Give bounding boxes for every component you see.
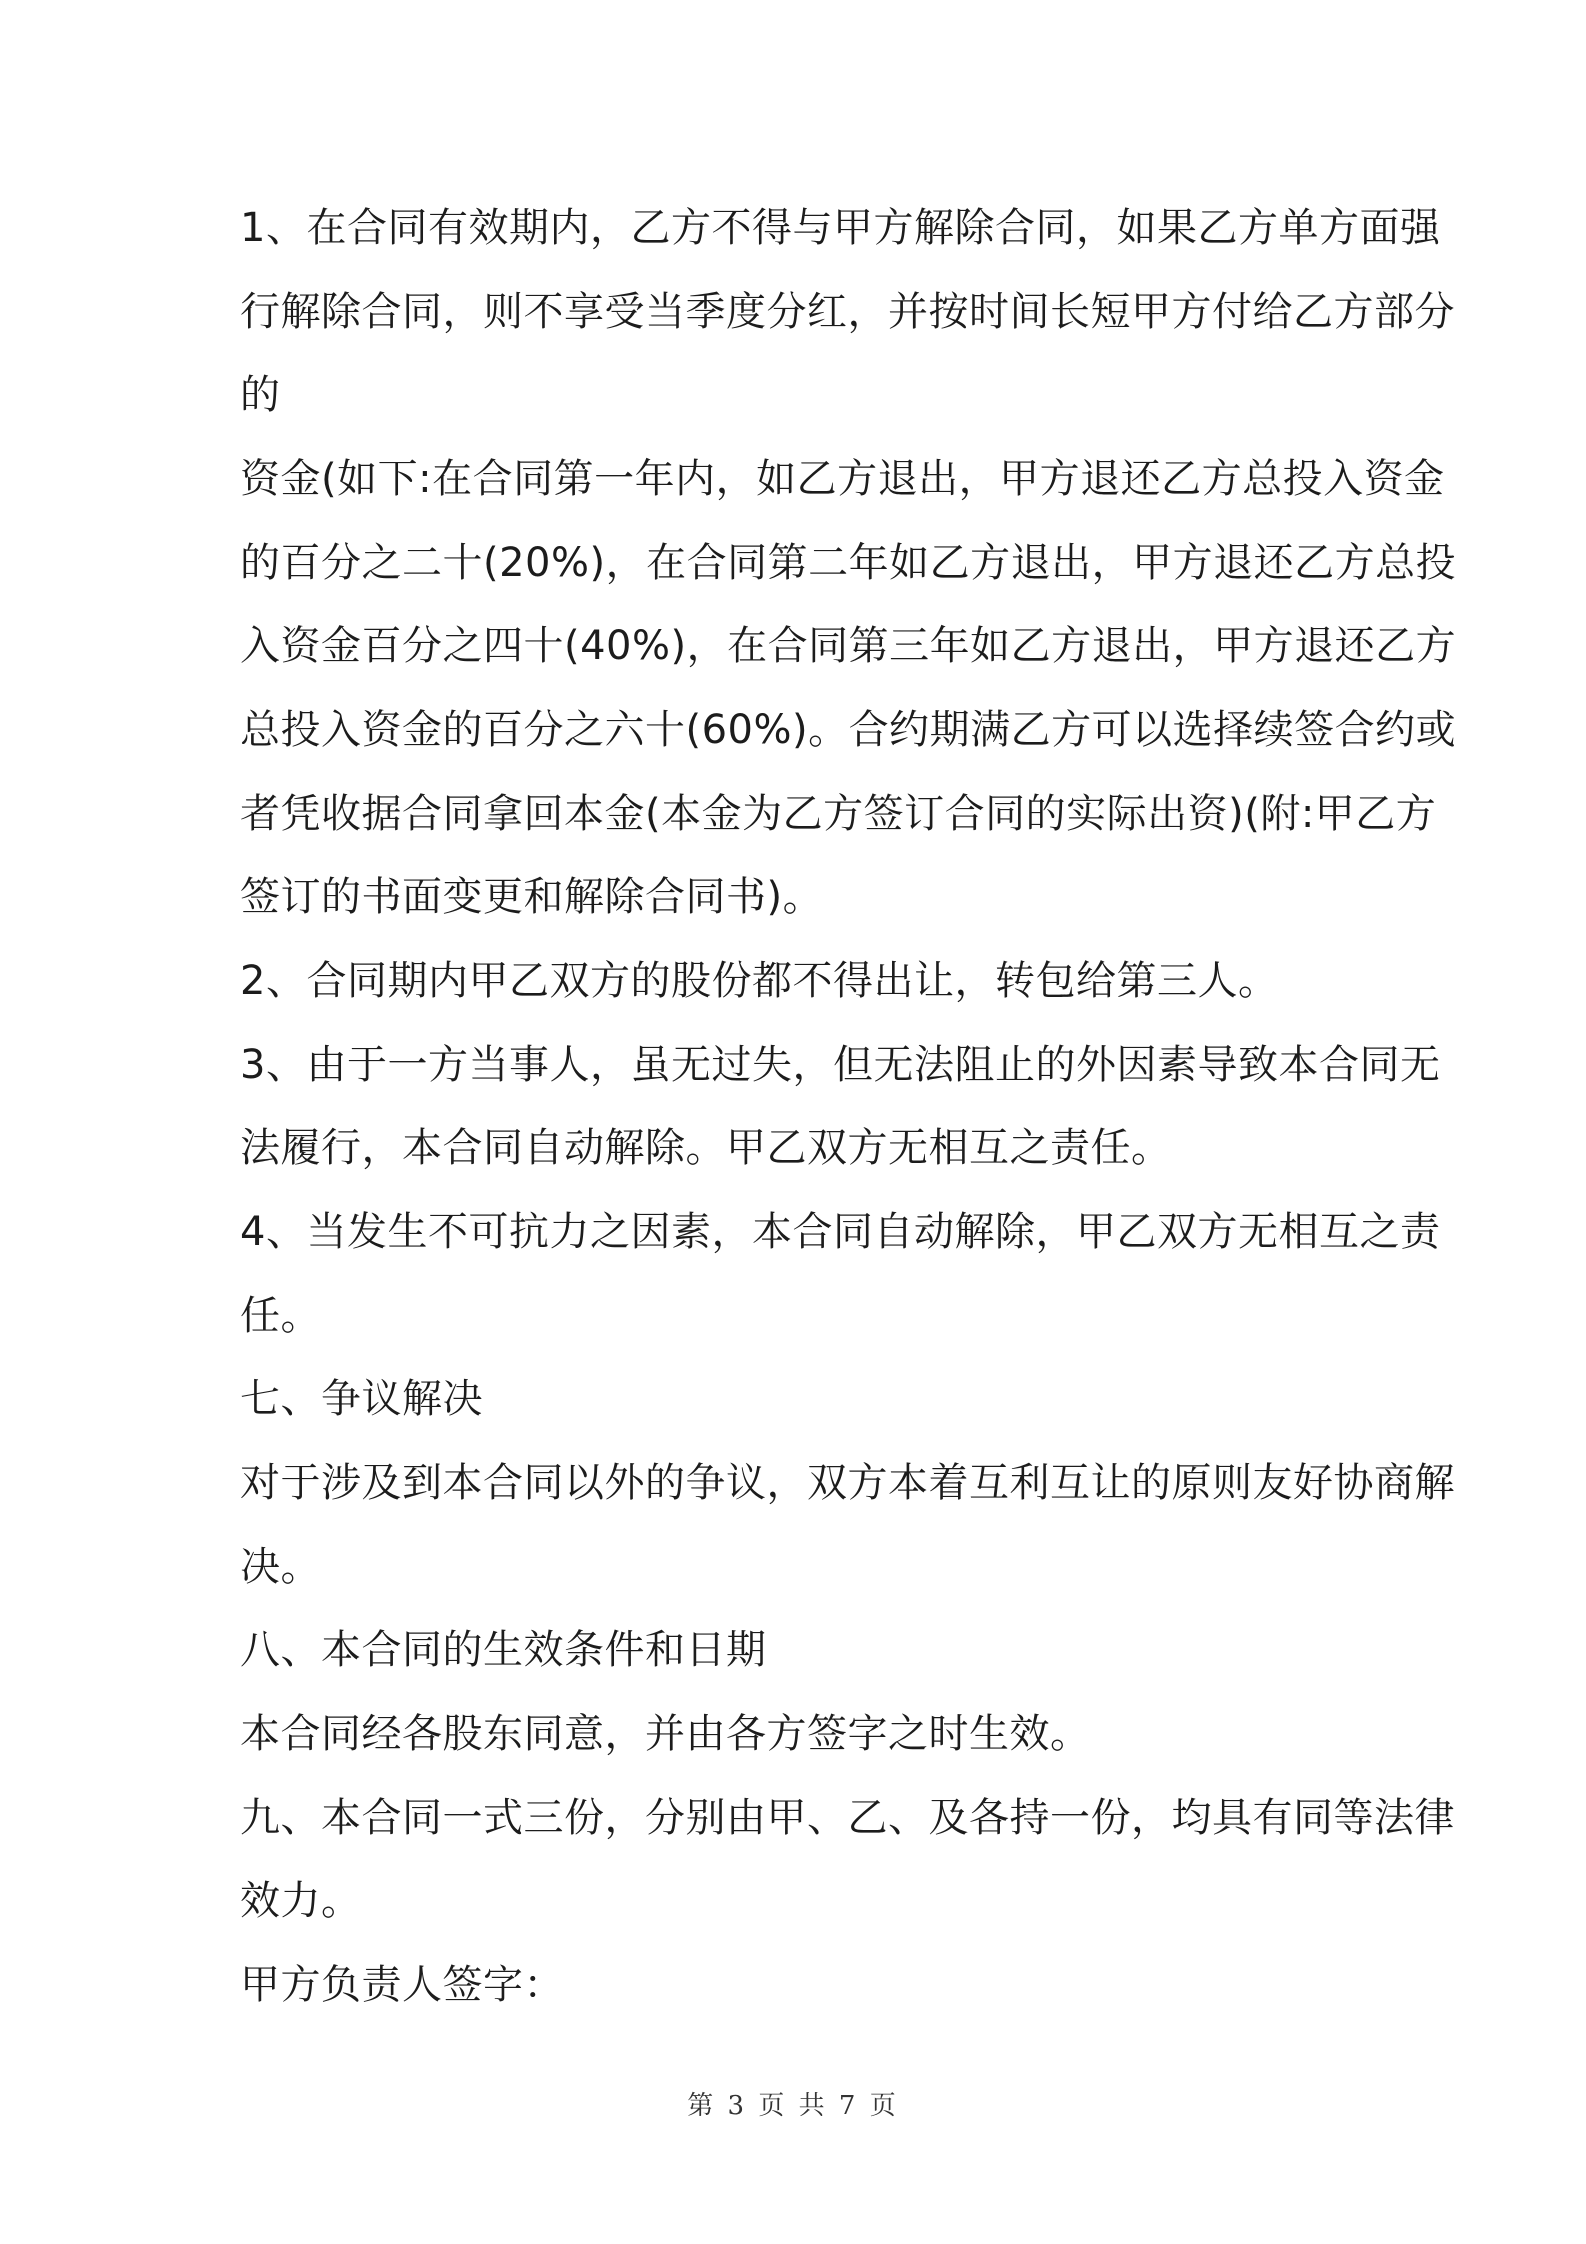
text-line-7: 总投入资金的百分之六十(60%)。合约期满乙方可以选择续签合约或 [240, 707, 1457, 753]
text-line-5: 的百分之二十(20%)，在合同第二年如乙方退出，甲方退还乙方总投 [240, 540, 1457, 586]
text-line-19: 本合同经各股东同意，并由各方签字之时生效。 [240, 1711, 1091, 1757]
text-line-21: 效力。 [240, 1878, 362, 1924]
section-heading-effective: 八、本合同的生效条件和日期 [240, 1627, 767, 1673]
text-line-8: 者凭收据合同拿回本金(本金为乙方签订合同的实际出资)(附:甲乙方 [240, 791, 1437, 837]
text-line-9: 签订的书面变更和解除合同书)。 [240, 874, 824, 920]
text-line-14: 任。 [240, 1293, 321, 1339]
text-line-13: 4、当发生不可抗力之因素，本合同自动解除，甲乙双方无相互之责 [240, 1209, 1441, 1255]
text-line-10: 2、合同期内甲乙双方的股份都不得出让，转包给第三人。 [240, 958, 1279, 1004]
text-line-6: 入资金百分之四十(40%)，在合同第三年如乙方退出，甲方退还乙方 [240, 623, 1457, 669]
text-line-3: 的 [240, 372, 281, 418]
text-line-12: 法履行，本合同自动解除。甲乙双方无相互之责任。 [240, 1125, 1172, 1171]
text-line-16: 对于涉及到本合同以外的争议，双方本着互利互让的原则友好协商解 [240, 1460, 1455, 1506]
text-line-4: 资金(如下:在合同第一年内，如乙方退出，甲方退还乙方总投入资金 [240, 456, 1445, 502]
text-line-17: 决。 [240, 1544, 321, 1590]
text-line-1: 1、在合同有效期内，乙方不得与甲方解除合同，如果乙方单方面强 [240, 205, 1441, 251]
signature-label: 甲方负责人签字： [240, 1962, 564, 2008]
text-line-2: 行解除合同，则不享受当季度分红，并按时间长短甲方付给乙方部分 [240, 289, 1455, 335]
page-number-footer: 第 3 页 共 7 页 [687, 2091, 899, 2121]
section-heading-dispute: 七、争议解决 [240, 1376, 483, 1422]
text-line-11: 3、由于一方当事人，虽无过失，但无法阻止的外因素导致本合同无 [240, 1042, 1441, 1088]
text-line-20: 九、本合同一式三份，分别由甲、乙、及各持一份，均具有同等法律 [240, 1795, 1455, 1841]
